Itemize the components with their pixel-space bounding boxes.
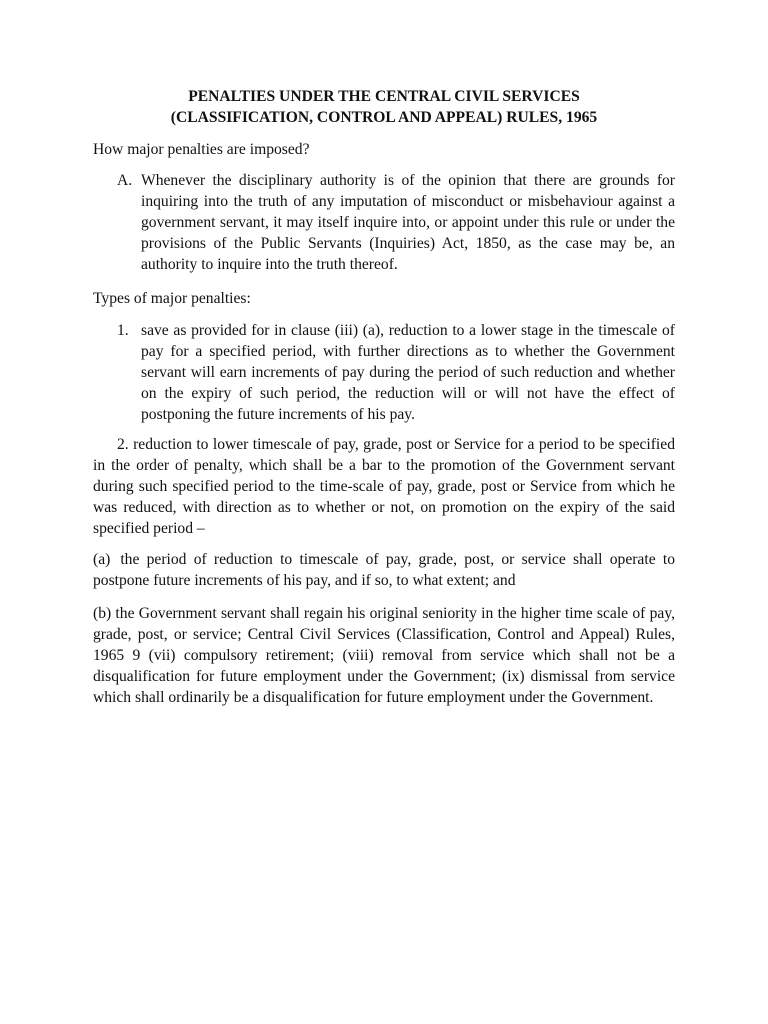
list-marker-1: 1. — [117, 322, 129, 339]
title-line-2: (CLASSIFICATION, CONTROL AND APPEAL) RULES, 1965 — [170, 109, 598, 126]
sub-text-a: the period of reduction to timescale of pay, grade, post, or service shall operate to postpone future increments of his pay, and if so, to what extent; and — [93, 551, 675, 589]
list-item-1 — [117, 320, 675, 425]
sub-item-b: (b) the Government servant shall regain his original seniority in the higher time scale of pay, grade, post, or service; Central Civil Services (Classification, Control and Appeal) Rules, 1965 9 (vii) compulsory retirement; (viii) removal from service which shall not be a disqualification for future employment under the Government; (ix) dismissal from service which shall ordinarily be a disqualification for future employment under the Government. — [93, 605, 675, 706]
question-heading: How major penalties are imposed? — [93, 141, 310, 158]
sub-marker-a: (a) — [93, 551, 111, 568]
list-item-a — [117, 170, 675, 275]
list-marker-a: A. — [117, 172, 133, 189]
types-heading: Types of major penalties: — [93, 290, 251, 307]
document-page — [93, 86, 675, 708]
list-item-2: 2. reduction to lower timescale of pay, grade, post or Service for a period to be specified in the order of penalty, which shall be a bar to the promotion of the Government servant during such specified period to the time-scale of pay, grade, post or Service from which he was reduced, with direction as to whether or not, on promotion on the expiry of the said specified period – — [93, 436, 675, 537]
list-text-1: save as provided for in clause (iii) (a), reduction to a lower stage in the timescale of pay for a specified period, with further directions as to whether the Government servant will earn increments of pay during the period of such reduction and whether on the expiry of such period, the reduction will or will not have the effect of postponing the future increments of his pay. — [141, 322, 675, 423]
title-line-1: PENALTIES UNDER THE CENTRAL CIVIL SERVICES — [188, 88, 580, 105]
list-text-a: Whenever the disciplinary authority is of the opinion that there are grounds for inquiring into the truth of any imputation of misconduct or misbehaviour against a government servant, it may itself inquire into, or appoint under this rule or under the provisions of the Public Servants (Inquiries) Act, 1850, as the case may be, an authority to inquire into the truth thereof. — [141, 172, 675, 273]
document-title — [93, 86, 675, 128]
sub-item-a — [93, 549, 675, 591]
